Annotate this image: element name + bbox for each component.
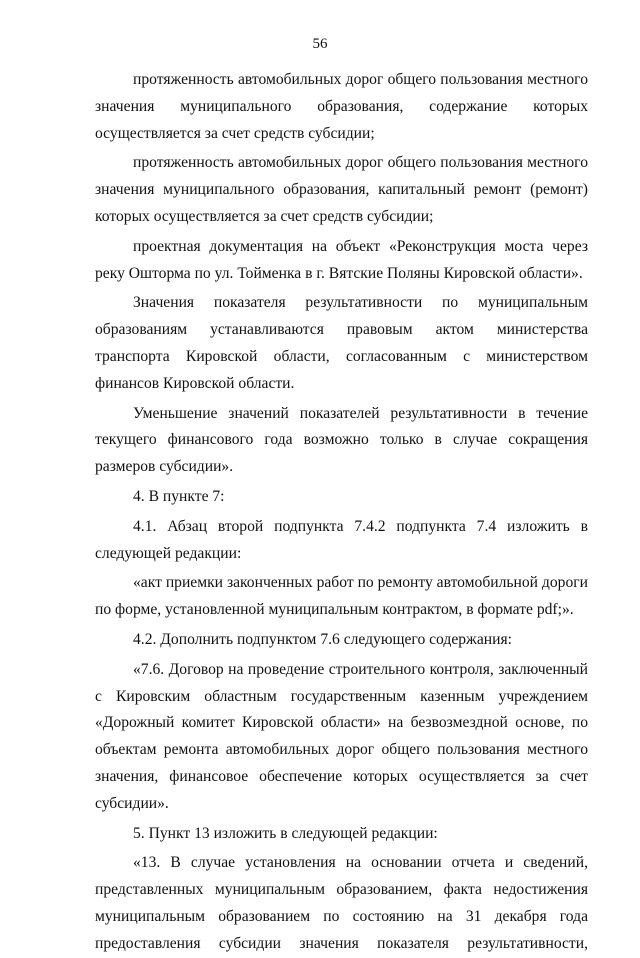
paragraph-item-4-2: 4.2. Дополнить подпунктом 7.6 следующего содержания: bbox=[133, 630, 512, 648]
paragraph-acceptance-act: «акт приемки законченных работ по ремонту автомобильной дороги по форме, установленной муниципальным контрактом, в формате pdf;». bbox=[95, 574, 588, 619]
paragraph-item-4-1: 4.1. Абзац второй подпункта 7.4.2 подпункта 7.4 изложить в следующей редакции: bbox=[95, 517, 588, 562]
paragraph-item-5: 5. Пункт 13 изложить в следующей редакции: bbox=[133, 824, 438, 842]
paragraph-item-7-6: «7.6. Договор на проведение строительного контроля, заключенный с Кировским областным государственным казенным учреждением «Дорожный комитет Кировской области» на безвозмездной основе, по объектам ремонта автомобильных дорог общего пользования местного значения, финансовое обеспечение которых осуществляется за счет субсидии». bbox=[95, 660, 588, 812]
paragraph-item-4: 4. В пункте 7: bbox=[133, 487, 225, 505]
paragraph-road-length-maintenance: протяженность автомобильных дорог общего пользования местного значения муниципального образования, содержание которых осуществляется за счет средств субсидии; bbox=[95, 71, 588, 142]
paragraph-road-length-repair: протяженность автомобильных дорог общего пользования местного значения муниципального образования, капитальный ремонт (ремонт) которых осуществляется за счет средств субсидии; bbox=[95, 154, 588, 225]
document-body bbox=[95, 67, 588, 958]
paragraph-indicator-values: Значения показателя результативности по муниципальным образованиям устанавливаются правовым актом министерства транспорта Кировской области, согласованным с министерством финансов Кировской области. bbox=[95, 294, 588, 392]
page-number: 56 bbox=[312, 36, 328, 52]
paragraph-bridge-project: проектная документация на объект «Реконструкция моста через реку Ошторма по ул. Тойменка в г. Вятские Поляны Кировской области». bbox=[95, 237, 588, 282]
paragraph-item-13: «13. В случае установления на основании отчета и сведений, представленных муниципальным образованием, факта недостижения муниципальным образованием по состоянию на 31 декабря года предоставления субсидии значения показателя результативности, bbox=[95, 854, 588, 952]
paragraph-indicator-reduction: Уменьшение значений показателей результативности в течение текущего финансового года возможно только в случае сокращения размеров субсидии». bbox=[95, 404, 588, 476]
